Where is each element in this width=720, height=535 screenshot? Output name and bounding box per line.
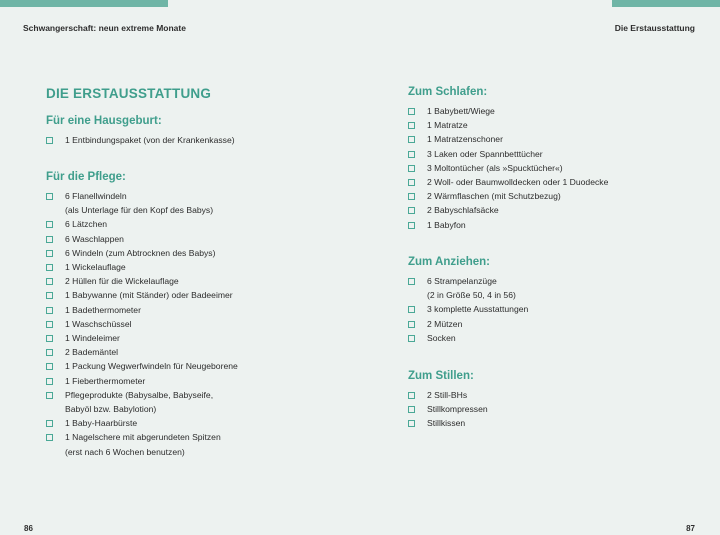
- checklist-item: [46, 374, 238, 388]
- checkbox-icon: [46, 221, 53, 228]
- checkbox-icon: [46, 363, 53, 370]
- checklist-item: [408, 218, 608, 232]
- checklist: [408, 274, 528, 345]
- checkbox-icon: [408, 306, 415, 313]
- checkbox-icon: [408, 278, 415, 285]
- section-pflege: [46, 170, 238, 459]
- item-text: 2 Hüllen für die Wickelauflage: [65, 276, 179, 287]
- checklist-item: [408, 189, 608, 203]
- checklist: [46, 189, 238, 459]
- item-text: 1 Babyfon: [427, 219, 466, 230]
- checkbox-icon: [46, 378, 53, 385]
- left-page-number: 86: [24, 524, 33, 533]
- item-text: 2 Babyschlafsäcke: [427, 205, 499, 216]
- checkbox-icon: [46, 250, 53, 257]
- section-hausgeburt: [46, 114, 235, 147]
- checkbox-icon: [46, 392, 53, 399]
- checkbox-icon: [408, 420, 415, 427]
- checklist-item: [408, 132, 608, 146]
- item-text: 1 Matratzenschoner: [427, 134, 503, 145]
- checklist: [408, 388, 488, 431]
- left-running-header: Schwangerschaft: neun extreme Monate: [23, 23, 186, 33]
- checklist-item: [46, 317, 238, 331]
- checkbox-icon: [408, 207, 415, 214]
- checkbox-icon: [46, 278, 53, 285]
- item-text: 1 Windeleimer: [65, 333, 120, 344]
- page-title: DIE ERSTAUSSTATTUNG: [46, 86, 212, 101]
- checklist-item: [46, 288, 238, 302]
- checklist-item: [408, 388, 488, 402]
- checklist-item: [408, 317, 528, 331]
- section-title: Zum Schlafen:: [408, 86, 488, 98]
- checkbox-icon: [46, 321, 53, 328]
- section-title: Für eine Hausgeburt:: [46, 115, 162, 127]
- item-text: 2 Woll- oder Baumwolldecken oder 1 Duodecke: [427, 177, 609, 188]
- left-accent-bar: [0, 0, 168, 7]
- checklist-item: [408, 104, 608, 118]
- section-schlafen: [408, 85, 608, 232]
- item-text: 6 Lätzchen: [65, 219, 108, 230]
- checkbox-icon: [46, 307, 53, 314]
- checklist-item: [408, 274, 528, 302]
- item-text: 1 Babywanne (mit Ständer) oder Badeeimer: [65, 290, 233, 301]
- section-stillen: [408, 369, 488, 431]
- item-text: Pflegeprodukte (Babysalbe, Babyseife,: [65, 389, 214, 400]
- checklist-item: [408, 161, 608, 175]
- right-accent-bar: [612, 0, 720, 7]
- checkbox-icon: [408, 406, 415, 413]
- checkbox-icon: [408, 335, 415, 342]
- checklist-item: [46, 246, 238, 260]
- section-title: Für die Pflege:: [46, 171, 126, 183]
- item-text: 6 Windeln (zum Abtrocknen des Babys): [65, 247, 216, 258]
- item-text: 6 Flanellwindeln: [65, 191, 127, 201]
- item-text: 1 Babybett/Wiege: [427, 106, 495, 116]
- checklist-item: [408, 203, 608, 217]
- checklist-item: [46, 189, 238, 217]
- checkbox-icon: [46, 434, 53, 441]
- item-text: 3 Laken oder Spannbetttücher: [427, 148, 543, 159]
- checklist-item: [46, 416, 238, 430]
- checklist-item: [408, 302, 528, 316]
- item-text: 3 komplette Ausstattungen: [427, 304, 529, 315]
- checkbox-icon: [408, 108, 415, 115]
- item-text: 1 Entbindungspaket (von der Krankenkasse): [65, 135, 235, 145]
- checklist-item: [408, 175, 608, 189]
- checkbox-icon: [46, 236, 53, 243]
- item-text: 2 Mützen: [427, 318, 463, 329]
- section-anziehen: [408, 255, 528, 345]
- checkbox-icon: [408, 136, 415, 143]
- item-text: Socken: [427, 332, 456, 343]
- section-title: Zum Anziehen:: [408, 256, 490, 268]
- checklist-item: [46, 133, 235, 147]
- checkbox-icon: [408, 222, 415, 229]
- checklist: [408, 104, 608, 232]
- checklist-item: [408, 331, 528, 345]
- checklist-item: [46, 260, 238, 274]
- item-text: 2 Wärmflaschen (mit Schutzbezug): [427, 191, 561, 202]
- checkbox-icon: [46, 349, 53, 356]
- item-text: 2 Bademäntel: [65, 347, 119, 358]
- right-page-number: 87: [686, 524, 695, 533]
- checklist-item: [46, 388, 238, 416]
- item-text: 3 Moltontücher (als »Spucktücher«): [427, 162, 563, 173]
- item-text: 1 Matratze: [427, 120, 468, 131]
- checkbox-icon: [408, 179, 415, 186]
- checklist: [46, 133, 235, 147]
- checkbox-icon: [408, 165, 415, 172]
- checkbox-icon: [408, 193, 415, 200]
- checklist-item: [46, 232, 238, 246]
- checklist-item: [46, 274, 238, 288]
- checkbox-icon: [46, 335, 53, 342]
- checkbox-icon: [46, 420, 53, 427]
- checklist-item: [46, 303, 238, 317]
- item-text-continuation: (2 in Größe 50, 4 in 56): [427, 290, 516, 301]
- checkbox-icon: [46, 292, 53, 299]
- checklist-item: [46, 345, 238, 359]
- item-text-continuation: (erst nach 6 Wochen benutzen): [65, 446, 185, 457]
- checkbox-icon: [46, 137, 53, 144]
- section-title: Zum Stillen:: [408, 370, 474, 382]
- item-text: 1 Fieberthermometer: [65, 375, 146, 386]
- item-text: 1 Packung Wegwerfwindeln für Neugeborene: [65, 361, 238, 372]
- item-text: Stillkissen: [427, 418, 466, 429]
- checklist-item: [408, 147, 608, 161]
- item-text: 1 Nagelschere mit abgerundeten Spitzen: [65, 432, 221, 443]
- item-text-continuation: (als Unterlage für den Kopf des Babys): [65, 205, 214, 216]
- checkbox-icon: [408, 151, 415, 158]
- item-text: 2 Still-BHs: [427, 390, 468, 400]
- item-text: 1 Badethermometer: [65, 304, 141, 315]
- right-running-header: Die Erstausstattung: [614, 23, 695, 33]
- checkbox-icon: [46, 193, 53, 200]
- checkbox-icon: [408, 122, 415, 129]
- right-page: [360, 0, 720, 535]
- item-text-continuation: Babyöl bzw. Babylotion): [65, 404, 157, 415]
- item-text: 1 Baby-Haarbürste: [65, 418, 138, 429]
- item-text: Stillkompressen: [427, 404, 488, 415]
- item-text: 1 Waschschüssel: [65, 318, 132, 329]
- checklist-item: [46, 331, 238, 345]
- item-text: 1 Wickelauflage: [65, 262, 126, 273]
- checklist-item: [46, 359, 238, 373]
- item-text: 6 Waschlappen: [65, 233, 124, 244]
- checkbox-icon: [46, 264, 53, 271]
- checkbox-icon: [408, 321, 415, 328]
- item-text: 6 Strampelanzüge: [427, 276, 497, 286]
- checklist-item: [408, 416, 488, 430]
- checklist-item: [46, 430, 238, 458]
- checklist-item: [46, 217, 238, 231]
- checklist-item: [408, 118, 608, 132]
- checkbox-icon: [408, 392, 415, 399]
- checklist-item: [408, 402, 488, 416]
